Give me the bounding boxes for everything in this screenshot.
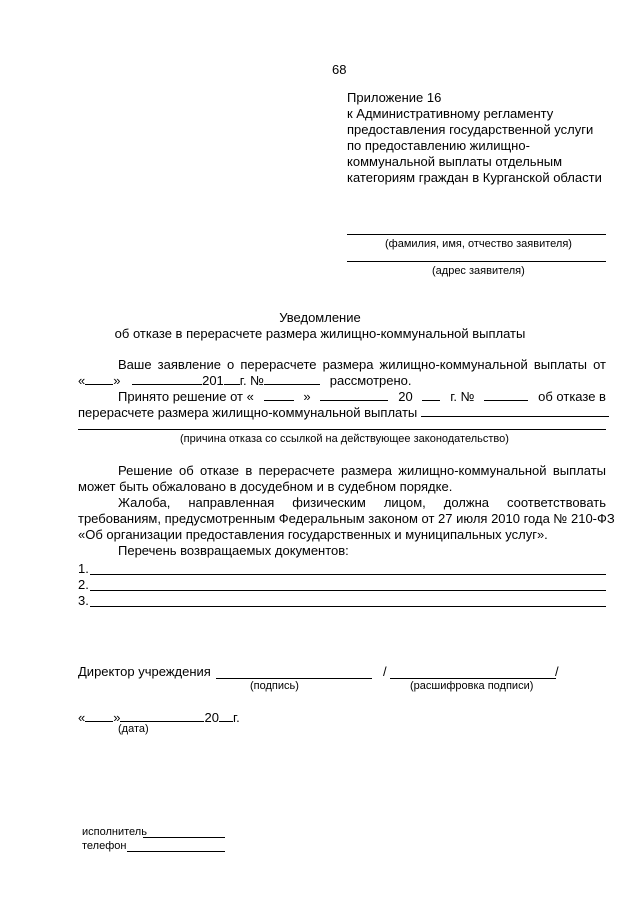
decoding-caption: (расшифровка подписи) <box>410 680 534 692</box>
applicant-address-caption: (адрес заявителя) <box>432 265 525 277</box>
decoding-slash-right: / <box>555 664 559 679</box>
date-line: « » 20 г. <box>78 710 240 725</box>
paragraph-1-line-2: « » 201 г. № рассмотрено. <box>78 373 412 388</box>
applicant-address-line <box>347 261 606 262</box>
list-item-1-line <box>90 574 606 575</box>
signature-caption: (подпись) <box>250 680 299 692</box>
date-caption: (дата) <box>118 723 149 735</box>
director-label: Директор учреждения <box>78 664 211 679</box>
appendix-line-6: категориям граждан в Курганской области <box>347 170 602 185</box>
paragraph-2-line-2: перерасчете размера жилищно-коммунальной выплаты <box>78 405 609 420</box>
phone-label: телефон <box>82 840 127 852</box>
appendix-line-5: коммунальной выплаты отдельным <box>347 154 563 169</box>
phone-line <box>127 851 225 852</box>
paragraph-3-line-2: может быть обжаловано в досудебном и в судебном порядке. <box>78 479 453 494</box>
decoding-slash-left: / <box>383 664 387 679</box>
list-item-2-line <box>90 590 606 591</box>
decoding-line <box>390 678 556 679</box>
executor-line <box>143 837 225 838</box>
paragraph-4-line-2: требованиям, предусмотренным Федеральным законом от 27 июля 2010 года № 210-ФЗ <box>78 511 615 526</box>
reason-caption: (причина отказа со ссылкой на действующее законодательство) <box>180 433 509 445</box>
list-item-3-line <box>90 606 606 607</box>
appendix-line-3: предоставления государственной услуги <box>347 122 594 137</box>
executor-label: исполнитель <box>82 826 147 838</box>
paragraph-1-line-1: Ваше заявление о перерасчете размера жилищно-коммунальной выплаты от <box>118 357 606 372</box>
signature-line <box>216 678 372 679</box>
paragraph-5: Перечень возвращаемых документов: <box>118 543 349 558</box>
list-item-3: 3. <box>78 593 89 608</box>
paragraph-2-line-1: Принято решение от « » 20 г. № об отказе в <box>118 389 606 404</box>
reason-line <box>78 429 606 430</box>
list-item-1: 1. <box>78 561 89 576</box>
paragraph-3-line-1: Решение об отказе в перерасчете размера жилищно-коммунальной выплаты <box>118 463 606 478</box>
title-line-2: об отказе в перерасчете размера жилищно-коммунальной выплаты <box>114 326 526 341</box>
appendix-line-1: Приложение 16 <box>347 90 442 105</box>
title-line-1: Уведомление <box>279 310 361 325</box>
applicant-name-caption: (фамилия, имя, отчество заявителя) <box>385 238 572 250</box>
applicant-name-line <box>347 234 606 235</box>
page-number: 68 <box>332 62 347 77</box>
paragraph-4-line-1: Жалоба, направленная физическим лицом, должна соответствовать <box>118 495 606 510</box>
appendix-line-4: по предоставлению жилищно- <box>347 138 530 153</box>
appendix-line-2: к Административному регламенту <box>347 106 554 121</box>
paragraph-4-line-3: «Об организации предоставления государственных и муниципальных услуг». <box>78 527 548 542</box>
list-item-2: 2. <box>78 577 89 592</box>
